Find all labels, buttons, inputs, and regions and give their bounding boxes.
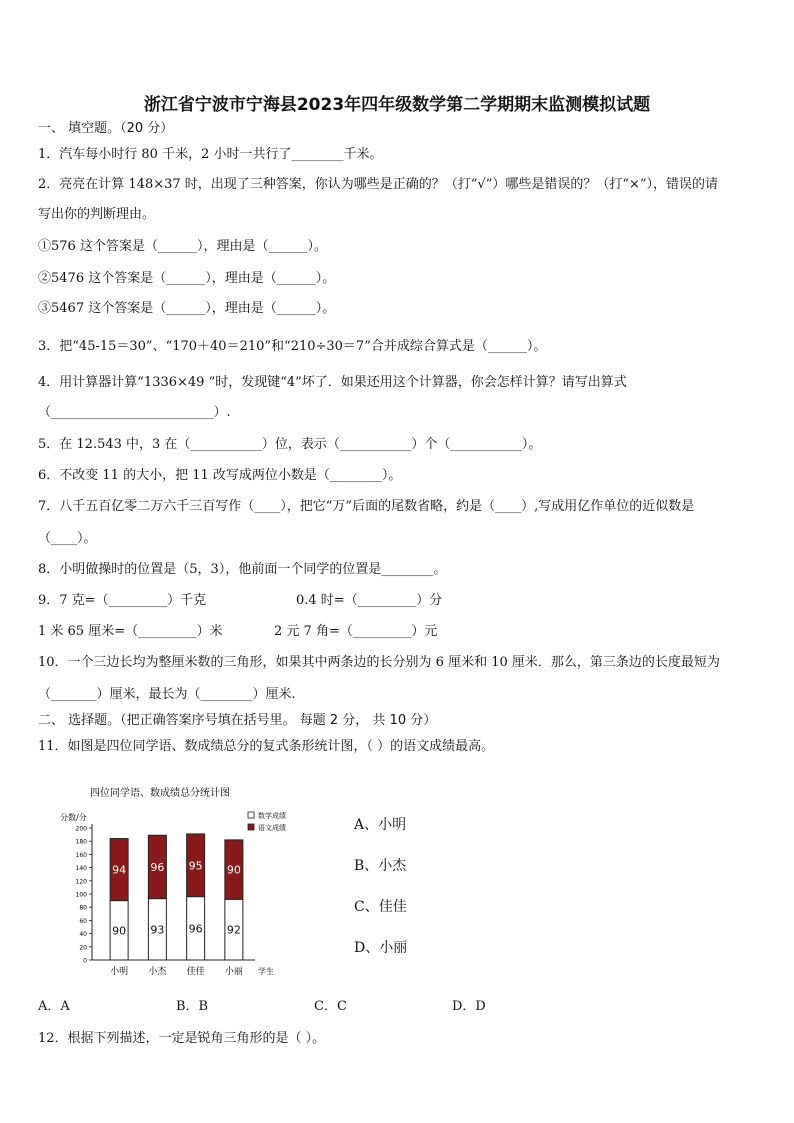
bar-label-chinese: 94: [112, 863, 127, 877]
question-10-line2: （_______）厘米，最长为（________）厘米.: [38, 687, 296, 702]
question-1: 1．汽车每小时行 80 千米，2 小时一共行了________千米。: [38, 147, 383, 162]
question-3: 3．把“45-15＝30”、“170＋40＝210”和“210÷30＝7”合并成综合算式是（______）。: [38, 339, 547, 354]
question-4-line1: 4．用计算器计算“1336×49 ”时，发现键“4”坏了．如果还用这个计算器，你会怎样计算？请写出算式: [38, 375, 627, 390]
bar-label-chinese: 90: [226, 863, 241, 877]
bar-label-math: 96: [188, 922, 203, 936]
chart-legend: [248, 811, 286, 832]
question-12: 12．根据下列描述，一定是锐角三角形的是（ ）。: [38, 1031, 326, 1046]
y-tick-label: 20: [79, 944, 87, 952]
bar-label-chinese: 96: [150, 860, 165, 874]
bar-label-math: 92: [226, 923, 241, 937]
x-tick-label: 小杰: [148, 967, 167, 977]
legend-label-math: 数学成绩: [258, 812, 286, 820]
chart-bars: [110, 834, 243, 977]
y-tick-label: 80: [79, 904, 87, 912]
question-2-option-a: ①576 这个答案是（______），理由是（______）。: [38, 239, 327, 254]
y-tick-label: 200: [75, 825, 87, 833]
question-9-d: 2 元 7 角=（_________）元: [274, 624, 438, 639]
question-7-line1: 7．八千五百亿零二万六千三百写作（____），把它“万”后面的尾数省略，约是（____）,写成用亿作单位的近似数是: [38, 499, 695, 514]
legend-swatch-math: [248, 812, 254, 818]
question-10-line1: 10．一个三边长均为整厘米数的三角形，如果其中两条边的长分别为 6 厘米和 10 厘米．那么，第三条边的长度最短为: [38, 655, 720, 670]
question-2-option-c: ③5467 这个答案是（______），理由是（______）。: [38, 301, 336, 316]
y-tick-label: 140: [75, 865, 87, 873]
bar-chart: [60, 782, 310, 982]
page-title: 浙江省宁波市宁海县2023年四年级数学第二学期期末监测模拟试题: [143, 95, 651, 115]
question-6: 6．不改变 11 的大小，把 11 改写成两位小数是（________）。: [38, 468, 402, 483]
bar-label-chinese: 95: [188, 859, 203, 873]
y-tick-label: 0: [83, 957, 87, 965]
y-tick-label: 160: [75, 851, 87, 859]
question-2-option-b: ②5476 这个答案是（______），理由是（______）。: [38, 271, 336, 286]
answer-option-c: C．C: [314, 999, 347, 1014]
question-4-line2: （_________________________）.: [38, 405, 231, 420]
y-axis-label: 分数/分: [60, 813, 87, 822]
question-5: 5．在 12.543 中，3 在（___________）位，表示（___________）个（___________）。: [38, 437, 542, 452]
question-2-line1: 2．亮亮在计算 148×37 时，出现了三种答案，你认为哪些是正确的？（打“√”）哪些是错误的？（打“×”），错误的请: [38, 177, 719, 192]
chart-option-b: B、小杰: [354, 858, 407, 874]
question-9-a: 9．7 克=（_________）千克: [38, 593, 207, 608]
legend-swatch-chinese: [248, 824, 254, 830]
section-heading-choice: 二、 选择题。（把正确答案序号填在括号里。 每题 2 分， 共 10 分）: [38, 713, 437, 728]
question-2-line2: 写出你的判断理由。: [38, 207, 156, 222]
x-tick-label: 小明: [110, 967, 129, 977]
answer-option-b: B．B: [176, 999, 209, 1014]
question-7-line2: （____）。: [38, 531, 97, 546]
question-9-b: 0.4 时=（_________）分: [296, 593, 443, 608]
bar-label-math: 90: [112, 924, 127, 938]
question-9-c: 1 米 65 厘米=（_________）米: [38, 624, 223, 639]
answer-option-d: D．D: [452, 999, 486, 1014]
stacked-bar-chart-svg: [60, 782, 310, 982]
y-tick-label: 180: [75, 838, 87, 846]
x-axis-label: 学生: [258, 967, 274, 976]
legend-label-chinese: 语文成绩: [258, 824, 286, 832]
y-tick-label: 40: [79, 931, 87, 939]
answer-option-a: A．A: [38, 999, 70, 1014]
bar-label-math: 93: [150, 923, 165, 937]
question-8: 8．小明做操时的位置是（5，3），他前面一个同学的位置是________。: [38, 562, 447, 577]
x-tick-label: 小丽: [224, 967, 243, 977]
chart-option-c: C、佳佳: [354, 899, 407, 915]
question-11: 11．如图是四位同学语、数成绩总分的复式条形统计图，（ ）的语文成绩最高。: [38, 739, 495, 754]
y-tick-label: 100: [75, 891, 87, 899]
chart-option-a: A、小明: [354, 817, 407, 833]
section-heading-fill-blank: 一、 填空题。（20 分）: [38, 121, 174, 136]
y-tick-label: 120: [75, 878, 87, 886]
y-tick-label: 60: [79, 917, 87, 925]
chart-option-d: D、小丽: [354, 940, 408, 956]
x-tick-label: 佳佳: [186, 967, 205, 977]
chart-title: 四位同学语、数成绩总分统计图: [90, 788, 230, 799]
